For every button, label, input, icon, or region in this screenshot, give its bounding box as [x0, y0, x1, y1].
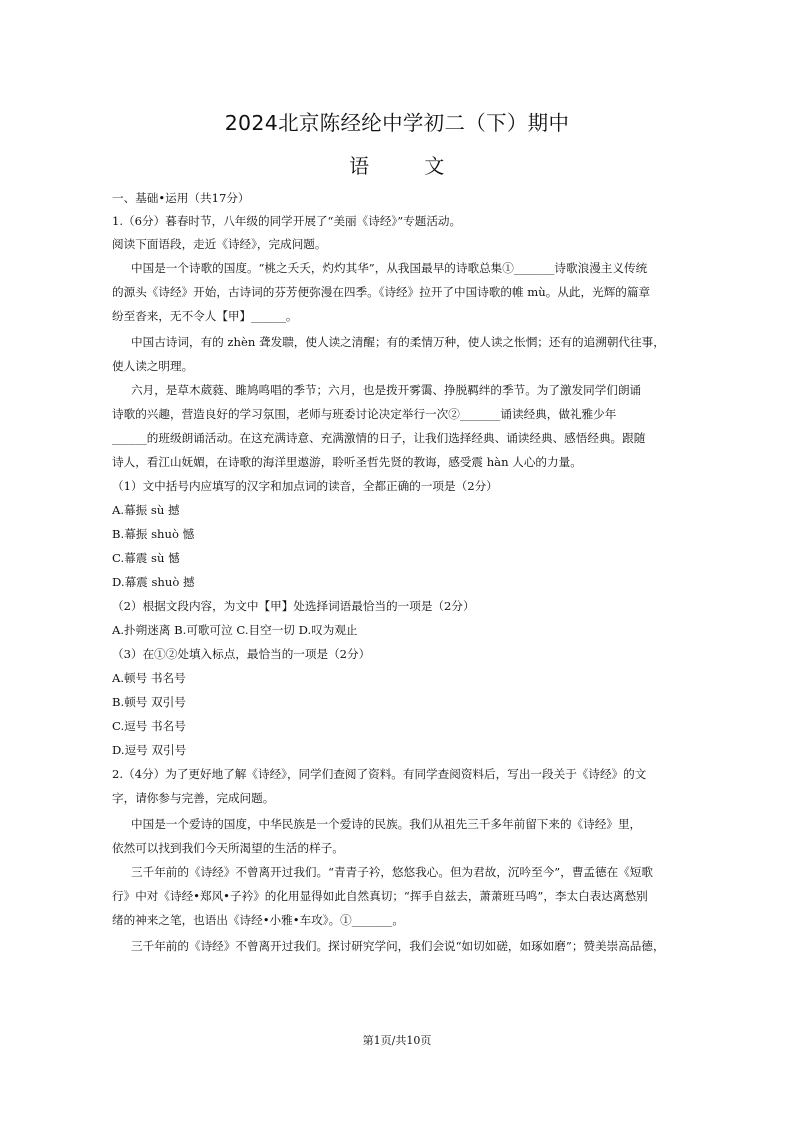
passage-line: 中国古诗词，有的 zhèn 聋发聩，使人读之清醒；有的柔情万种，使人读之怅惘；还有的追溯朝代往事， [131, 335, 665, 349]
passage-line: 依然可以找到我们今天所渴望的生活的样子。 [112, 841, 344, 855]
subject-char: 文 [424, 154, 445, 178]
instruction-line: 阅读下面语段，走近《诗经》，完成问题。 [112, 237, 327, 251]
option-a: A.顿号 书名号 [112, 671, 186, 685]
passage-line: 六月，是草木葳蕤、雎鸠鸣唱的季节；六月，也是拨开雾霭、挣脱羁绊的季节。为了激发同学们朗诵 [131, 383, 642, 397]
passage-line: ______的班级朗诵活动。在这充满诗意、充满激情的日子，让我们选择经典、诵读经典、感悟经典。跟随 [112, 431, 646, 445]
passage-line: 中国是一个爱诗的国度，中华民族是一个爱诗的民族。我们从祖先三千多年前留下来的《诗经》里， [131, 817, 642, 831]
question-1-stem: 1.（6分）暮春时节，八年级的同学开展了“美丽《诗经》”专题活动。 [112, 214, 462, 228]
passage-line: 绪的神来之笔，也语出《诗经•小雅•车攻》。①_______。 [112, 913, 404, 927]
subject-heading [0, 150, 794, 179]
option-c: C.幕震 sù 憾 [112, 551, 180, 565]
options-inline: A.扑朔迷离 B.可歌可泣 C.目空一切 D.叹为观止 [112, 623, 358, 637]
option-d: D.幕震 shuò 撼 [112, 575, 195, 589]
sub-question: （3）在①②处填入标点，最恰当的一项是（2分） [112, 647, 371, 661]
passage-line: 诗歌的兴趣，营造良好的学习氛围，老师与班委讨论决定举行一次②_______诵读经典，做礼雅少年 [112, 407, 617, 421]
section-heading: 一、基础•运用（共17分） [112, 191, 250, 205]
passage-line: 三千年前的《诗经》不曾离开过我们。探讨研究学问，我们会说“如切如磋，如琢如磨”；赞美崇高品德， [131, 939, 665, 953]
passage-line: 三千年前的《诗经》不曾离开过我们。“青青子衿，悠悠我心。但为君故，沉吟至今”，曹孟德在《短歌 [131, 865, 653, 879]
option-b: B.幕振 shuò 憾 [112, 527, 195, 541]
option-d: D.逗号 双引号 [112, 743, 187, 757]
question-2-stem: 2.（4分）为了更好地了解《诗经》，同学们查阅了资料。有同学查阅资料后，写出一段关于《诗经》的文 [112, 767, 647, 781]
passage-line: 纷至沓来，无不令人【甲】______。 [112, 309, 298, 323]
option-b: B.顿号 双引号 [112, 695, 186, 709]
page-title: 2024北京陈经纶中学初二（下）期中 [224, 111, 570, 135]
subject-char: 语 [349, 154, 370, 178]
passage-line: 诗人，看江山妩媚，在诗歌的海洋里遨游，聆听圣哲先贤的教诲，感受震 hàn 人心的力量。 [112, 455, 582, 469]
sub-question: （2）根据文段内容，为文中【甲】处选择词语最恰当的一项是（2分） [112, 599, 475, 613]
option-a: A.幕振 sù 撼 [112, 503, 180, 517]
sub-question: （1）文中括号内应填写的汉字和加点词的读音，全都正确的一项是（2分） [112, 479, 498, 493]
page-footer: 第1页/共10页 [362, 1034, 432, 1047]
passage-line: 中国是一个诗歌的国度。“桃之夭夭，灼灼其华”，从我国最早的诗歌总集①_______诗歌浪漫主义传统 [131, 261, 648, 275]
passage-line: 使人读之明理。 [112, 359, 194, 373]
passage-line: 的源头《诗经》开始，古诗词的芬芳便弥漫在四季。《诗经》拉开了中国诗歌的帷 mù。从此，光辉的篇章 [112, 285, 651, 299]
question-2-stem: 字，请你参与完善，完成问题。 [112, 791, 275, 805]
option-c: C.逗号 书名号 [112, 719, 186, 733]
passage-line: 行》中对《诗经•郑风•子衿》的化用显得如此自然真切；“挥手自兹去，萧萧班马鸣”，李太白表达离愁别 [112, 889, 648, 903]
